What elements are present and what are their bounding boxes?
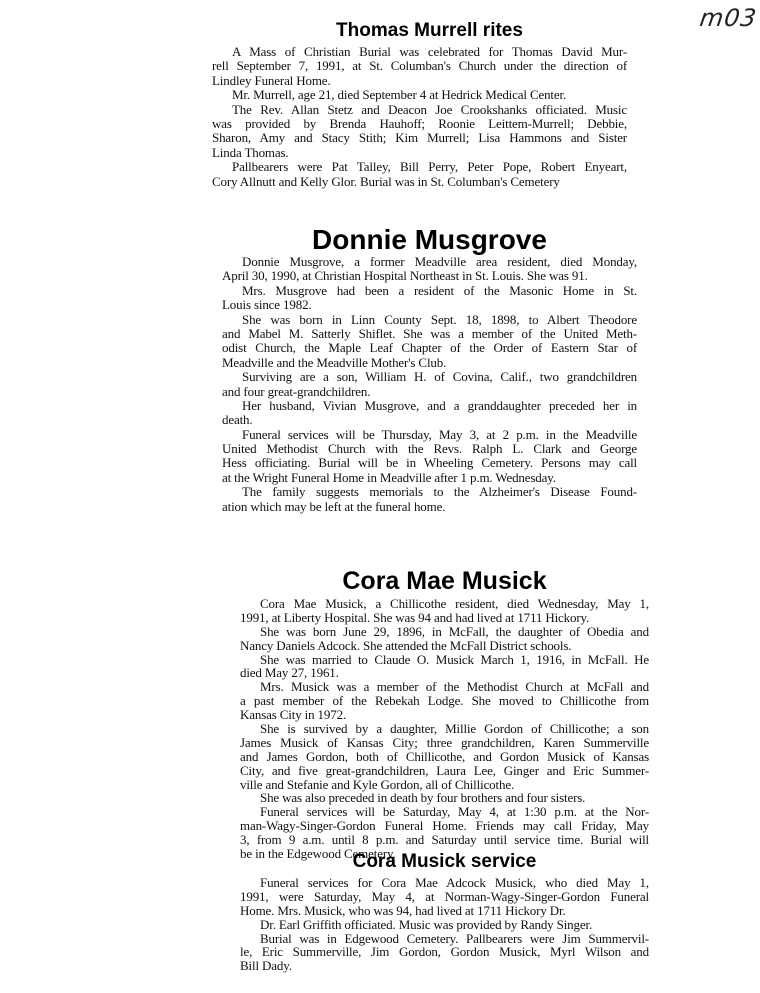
- text-line: Donnie Musgrove, a former Meadville area resident, died Monday,: [242, 254, 637, 269]
- text-line: Burial was in Edgewood Cemetery. Pallbearers were Jim Summervil-: [260, 930, 649, 946]
- text-line: Cora Mae Musick, a Chillicothe resident, died Wednesday, May 1,: [260, 596, 649, 611]
- text-line: ation which may be left at the funeral home.: [222, 498, 446, 514]
- article-body-cora-musick-service: [240, 876, 649, 973]
- text-line: and James Gordon, both of Chillicothe, and Gordon Musick of Kansas: [240, 748, 649, 764]
- text-line: and Mabel M. Satterly Shiflet. She was a member of the United Meth-: [222, 325, 637, 341]
- text-line: City, and five great-grandchildren, Laura Lee, Ginger and Eric Summer-: [240, 762, 649, 778]
- article-title-cora-mae-musick: Cora Mae Musick: [342, 567, 547, 595]
- text-line: Bill Dady.: [240, 958, 292, 974]
- text-line: be in the Edgewood Cemetery.: [240, 846, 396, 862]
- text-line: 3, from 9 a.m. until 8 p.m. and Saturday until service time. Burial will: [240, 832, 649, 848]
- text-line: Funeral services will be Thursday, May 3, at 2 p.m. in the Meadville: [242, 426, 637, 442]
- text-line: rell September 7, 1991, at St. Columban's Church under the direction of: [212, 58, 627, 74]
- text-line: man-Wagy-Singer-Gordon Funeral Home. Friends may call Friday, May: [240, 818, 649, 834]
- article-body-donnie-musgrove: [222, 255, 637, 514]
- text-line: Mrs. Musgrove had been a resident of the Masonic Home in St.: [242, 282, 637, 298]
- text-line: Lindley Funeral Home.: [212, 72, 331, 88]
- text-line: Nancy Daniels Adcock. She attended the McFall District schools.: [240, 637, 572, 653]
- text-line: died May 27, 1961.: [240, 665, 339, 681]
- text-line: 1991, were Saturday, May 4, at Norman-Wagy-Singer-Gordon Funeral: [240, 888, 649, 904]
- text-line: A Mass of Christian Burial was celebrated for Thomas David Mur-: [232, 44, 627, 59]
- article-title-cora-musick-service: Cora Musick service: [352, 851, 537, 872]
- text-line: Surviving are a son, William H. of Covina, Calif., two grandchildren: [242, 369, 637, 385]
- text-line: was provided by Brenda Hauhoff; Roonie Leittem-Murrell; Debbie,: [212, 115, 627, 131]
- text-line: death.: [222, 412, 253, 428]
- text-line: Mr. Murrell, age 21, died September 4 at Hedrick Medical Center.: [232, 87, 567, 103]
- text-line: She was born June 29, 1896, in McFall, the daughter of Obedia and: [260, 623, 649, 639]
- text-line: Her husband, Vivian Musgrove, and a granddaughter preceded her in: [242, 397, 637, 413]
- text-line: The family suggests memorials to the Alzheimer's Disease Found-: [242, 484, 637, 500]
- text-line: Funeral services for Cora Mae Adcock Musick, who died May 1,: [260, 875, 649, 890]
- text-line: The Rev. Allan Stetz and Deacon Joe Crookshanks officiated. Music: [232, 101, 627, 117]
- text-line: United Methodist Church with the Revs. Ralph L. Clark and George: [222, 441, 637, 457]
- text-line: ville and Stefanie and Kyle Gordon, all of Chillicothe.: [240, 776, 515, 792]
- text-line: Linda Thomas.: [212, 144, 289, 160]
- text-line: James Musick of Kansas City; three grandchildren, Karen Summerville: [240, 734, 649, 750]
- text-line: Kansas City in 1972.: [240, 707, 347, 723]
- text-line: Sharon, Amy and Stacy Stith; Kim Murrell; Lisa Hammons and Sister: [212, 130, 627, 146]
- text-line: She was married to Claude O. Musick March 1, 1916, in McFall. He: [260, 651, 649, 667]
- text-line: at the Wright Funeral Home in Meadville after 1 p.m. Wednesday.: [222, 469, 556, 485]
- text-line: Cory Allnutt and Kelly Glor. Burial was in St. Columban's Cemetery: [212, 173, 560, 189]
- text-line: She is survived by a daughter, Millie Gordon of Chillicothe; a son: [260, 721, 649, 737]
- text-line: She was born in Linn County Sept. 18, 1898, to Albert Theodore: [242, 311, 637, 327]
- text-line: Hess officiating. Burial will be in Wheeling Cemetery. Persons may call: [222, 455, 637, 471]
- article-body-thomas-murrell: [212, 45, 627, 189]
- page-mark: m03: [698, 4, 759, 32]
- article-body-cora-mae-musick: [240, 597, 649, 861]
- text-line: Pallbearers were Pat Talley, Bill Perry, Peter Pope, Robert Enyeart,: [232, 159, 627, 175]
- text-line: Home. Mrs. Musick, who was 94, had lived at 1711 Hickory Dr.: [240, 902, 566, 918]
- text-line: a past member of the Rebekah Lodge. She moved to Chillicothe from: [240, 693, 649, 709]
- text-line: 1991, at Liberty Hospital. She was 94 and had lived at 1711 Hickory.: [240, 609, 590, 625]
- text-line: Mrs. Musick was a member of the Methodist Church at McFall and: [260, 679, 649, 695]
- text-line: le, Eric Summerville, Jim Gordon, Gordon Musick, Myrl Wilson and: [240, 944, 649, 960]
- text-line: odist Church, the Maple Leaf Chapter of the Order of Eastern Star of: [222, 340, 637, 356]
- text-line: Dr. Earl Griffith officiated. Music was provided by Randy Singer.: [260, 916, 593, 932]
- text-line: April 30, 1990, at Christian Hospital Northeast in St. Louis. She was 91.: [222, 268, 588, 284]
- text-line: Funeral services will be Saturday, May 4, at 1:30 p.m. at the Nor-: [260, 804, 649, 820]
- article-title-donnie-musgrove: Donnie Musgrove: [312, 224, 547, 255]
- article-title-thomas-murrell: Thomas Murrell rites: [336, 20, 523, 41]
- text-line: and four great-grandchildren.: [222, 383, 371, 399]
- text-line: She was also preceded in death by four brothers and four sisters.: [260, 790, 586, 806]
- text-line: Meadville and the Meadville Mother's Club.: [222, 354, 447, 370]
- text-line: Louis since 1982.: [222, 297, 312, 313]
